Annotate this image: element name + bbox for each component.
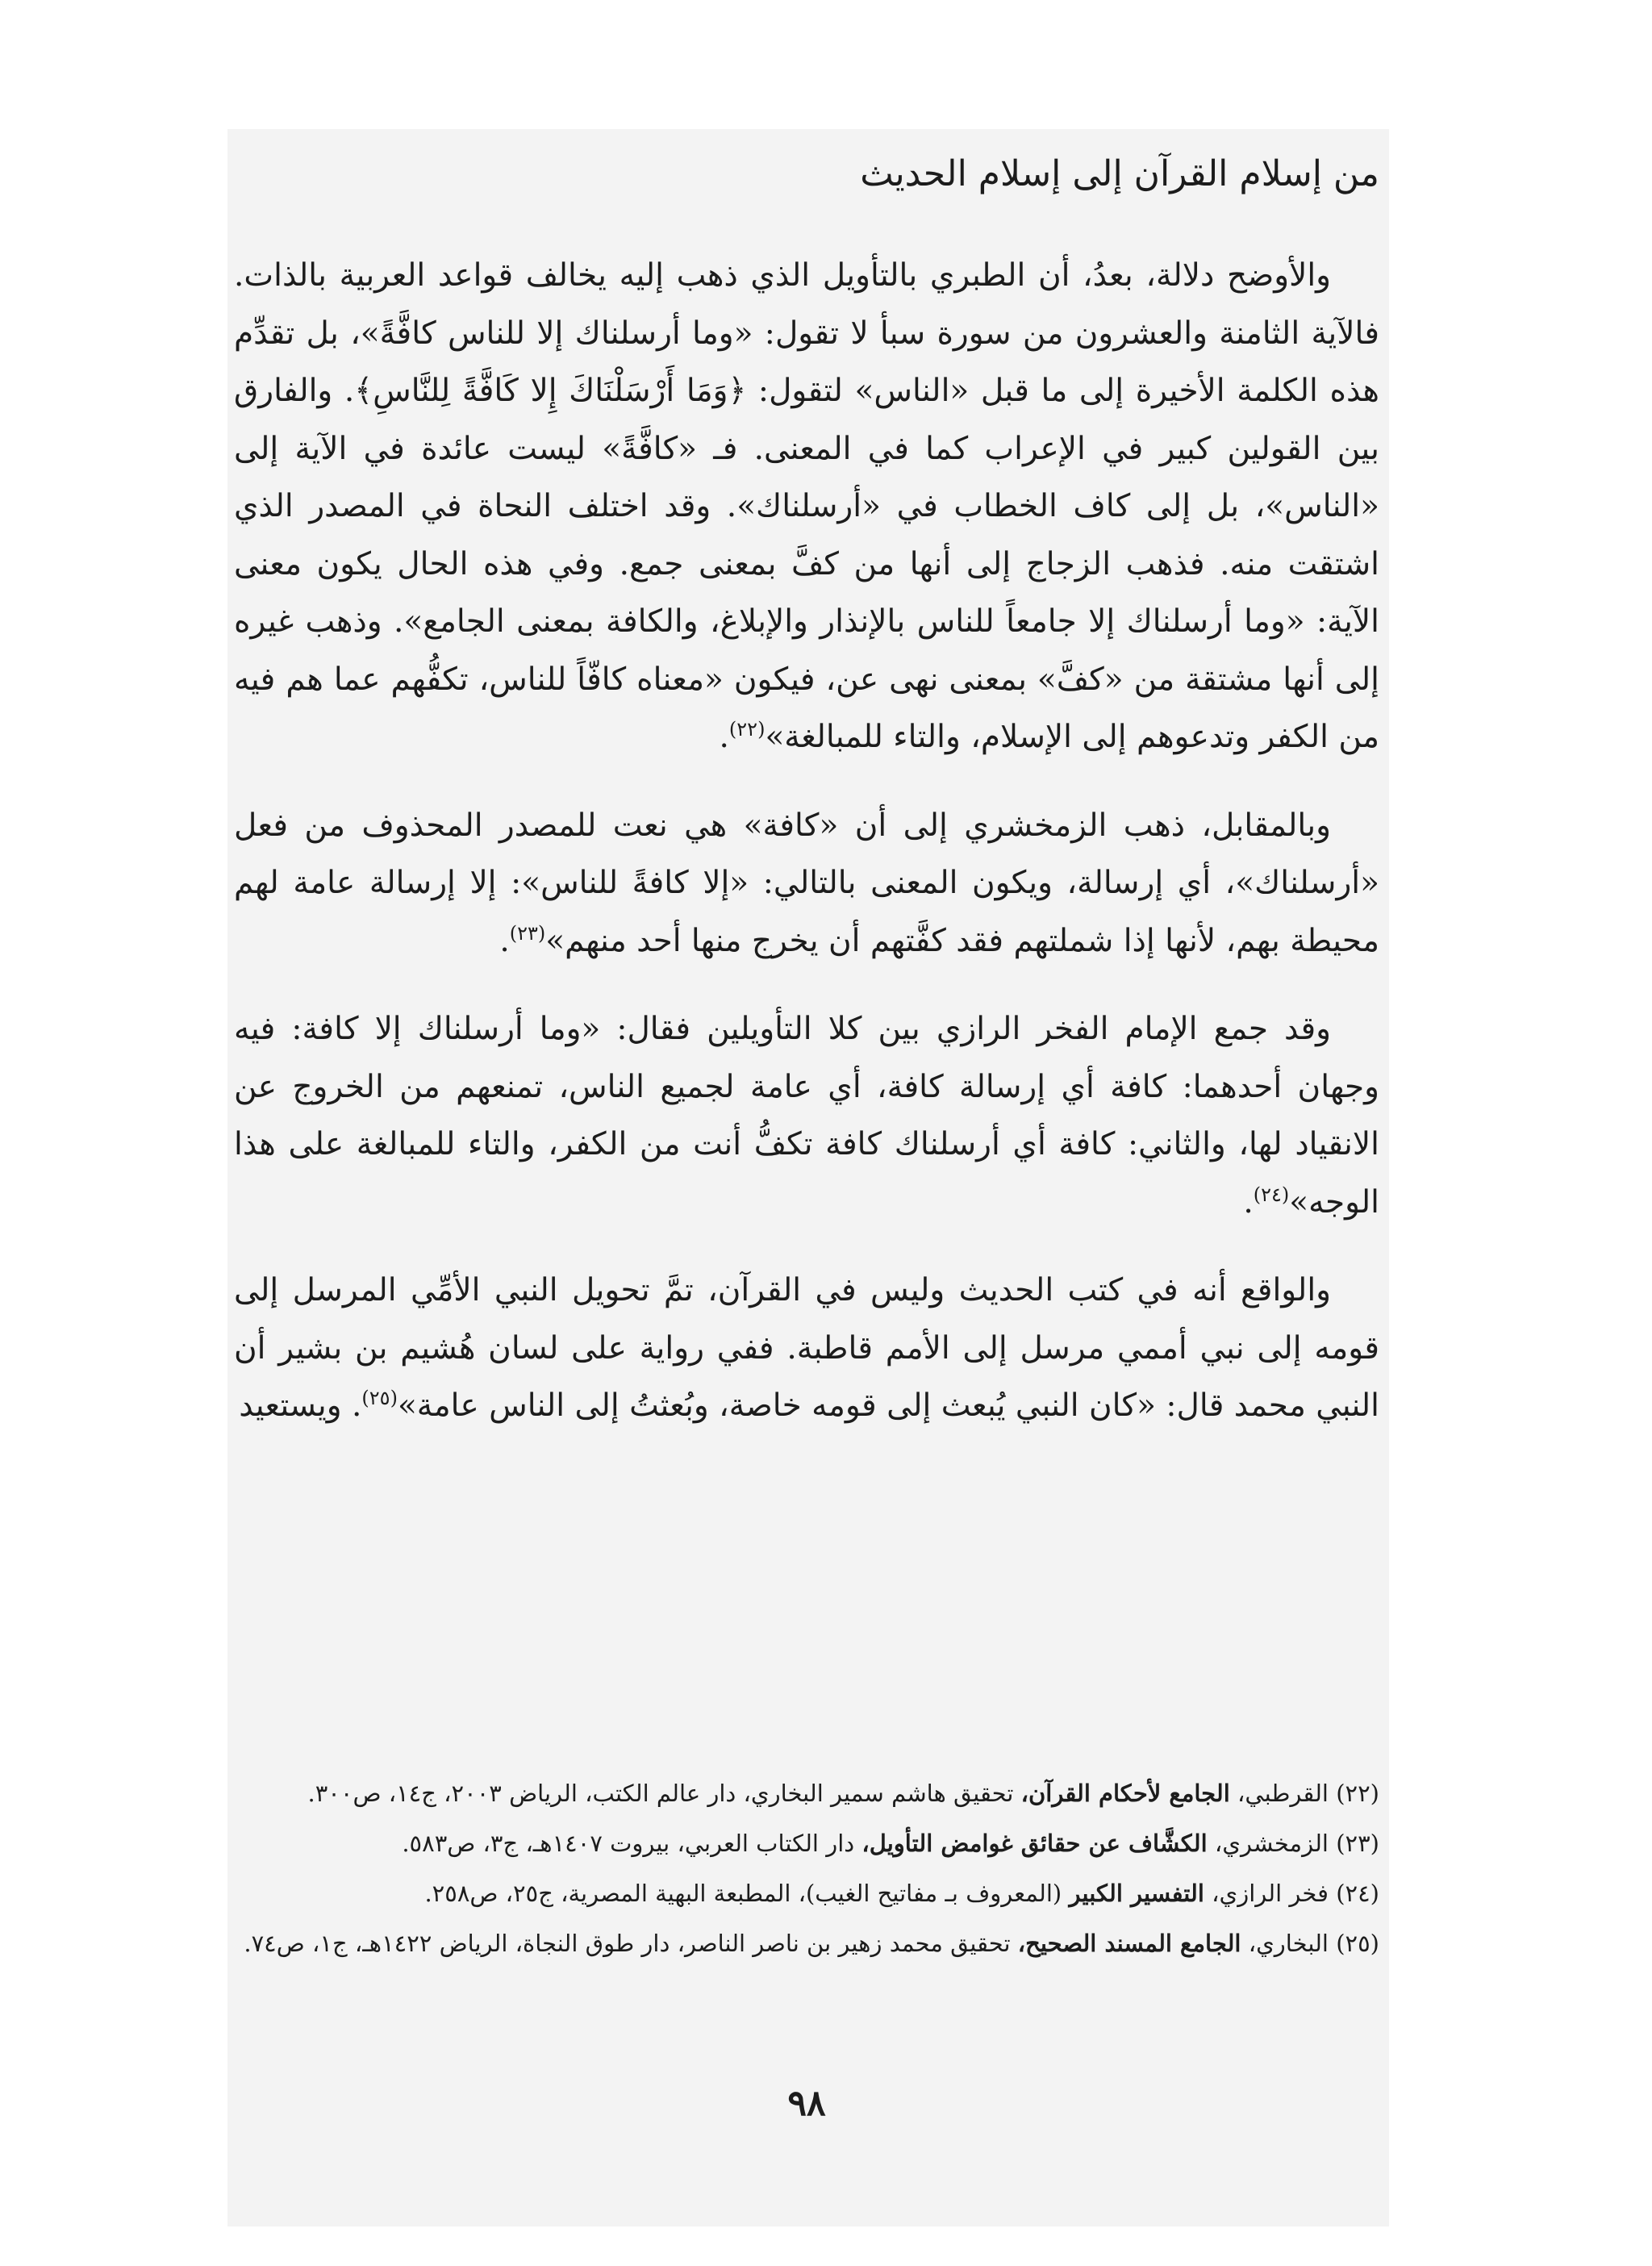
footnote — [234, 1868, 1379, 1918]
footnote-title: الكشَّاف عن حقائق غوامض التأويل، — [861, 1830, 1208, 1857]
footnote-ref: (٢٣) — [509, 921, 546, 945]
footnote — [234, 1818, 1379, 1868]
footnote-number: (٢٤) — [1336, 1880, 1379, 1907]
paragraph — [234, 247, 1379, 766]
footnote-ref: (٢٤) — [1253, 1183, 1290, 1206]
footnote — [234, 1768, 1379, 1818]
running-header: من إسلام القرآن إلى إسلام الحديث — [860, 153, 1379, 194]
footnote-author: القرطبي، — [1237, 1780, 1329, 1807]
paragraph-end: . — [1243, 1183, 1254, 1221]
paragraph — [234, 1000, 1379, 1231]
footnote-number: (٢٢) — [1336, 1780, 1379, 1807]
footnote-ref: (٢٢) — [728, 718, 766, 741]
page-number: ٩٨ — [787, 2083, 826, 2124]
footnote-details: دار الكتاب العربي، بيروت ١٤٠٧هـ، ج٣، ص٥٨٣. — [402, 1830, 855, 1857]
footnote-title: الجامع المسند الصحيح، — [1017, 1930, 1241, 1957]
paragraph-text: والواقع أنه في كتب الحديث وليس في القرآن، تمَّ تحويل النبي الأمِّي المرسل إلى قومه إلى نبي أممي مرسل إلى الأمم قاطبة. ففي رواية على لسان هُشيم بن بشير أن النبي محمد قال: «كان النبي يُبعث إلى قومه خاصة، وبُعثتُ إلى الناس عامة» — [234, 1272, 1379, 1424]
paragraph-end: . — [719, 719, 729, 755]
footnote-author: فخر الرازي، — [1212, 1880, 1329, 1907]
paragraph-text: والأوضح دلالة، بعدُ، أن الطبري بالتأويل الذي ذهب إليه يخالف قواعد العربية بالذات. فالآية الثامنة والعشرون من سورة سبأ لا تقول: «وما أرسلناك إلا للناس كافَّةً»، بل تقدِّم هذه الكلمة الأخيرة إلى ما قبل «الناس» لتقول: ﴿وَمَا أَرْسَلْنَاكَ إِلا كَافَّةً لِلنَّاسِ﴾. والفارق بين القولين كبير في الإعراب كما في المعنى. فـ «كافَّةً» ليست عائدة في الآية إلى «الناس»، بل إلى كاف الخطاب في «أرسلناك». وقد اختلف النحاة في المصدر الذي اشتقت منه. فذهب الزجاج إلى أنها من كفَّ بمعنى جمع. وفي هذه الحال يكون معنى الآية: «وما أرسلناك إلا جامعاً للناس بالإنذار والإبلاغ، والكافة بمعنى الجامع». وذهب غيره إلى أنها مشتقة من «كفَّ» بمعنى نهى عن، فيكون «معناه كافّاً للناس، تكفُّهم عما هم فيه من الكفر وتدعوهم إلى الإسلام، والتاء للمبالغة» — [234, 257, 1380, 755]
footnote-number: (٢٥) — [1336, 1930, 1379, 1957]
footnote-details: تحقيق هاشم سمير البخاري، دار عالم الكتب، الرياض ٢٠٠٣، ج١٤، ص٣٠٠. — [307, 1780, 1014, 1807]
footnote-author: البخاري، — [1248, 1930, 1329, 1957]
footnote-title: الجامع لأحكام القرآن، — [1020, 1780, 1230, 1807]
footnote-details: (المعروف بـ مفاتيح الغيب)، المطبعة البهية المصرية، ج٢٥، ص٢٥٨. — [424, 1880, 1062, 1907]
footnotes — [234, 1768, 1379, 1968]
paragraph-end: . ويستعيد — [239, 1388, 362, 1424]
footnote-number: (٢٣) — [1336, 1830, 1379, 1857]
paragraph-text: وبالمقابل، ذهب الزمخشري إلى أن «كافة» هي نعت للمصدر المحذوف من فعل «أرسلناك»، أي إرسالة، ويكون المعنى بالتالي: «إلا كافةً للناس»: إلا إرسالة عامة لهم محيطة بهم، لأنها إذا شملتهم فقد كفَّتهم أن يخرج منها أحد منهم» — [234, 807, 1379, 959]
paragraph — [234, 797, 1379, 970]
footnote-title: التفسير الكبير — [1069, 1880, 1204, 1907]
footnote-author: الزمخشري، — [1214, 1830, 1329, 1857]
paragraph-end: . — [499, 922, 510, 959]
body-text — [234, 247, 1379, 1466]
paragraph — [234, 1262, 1379, 1435]
paragraph-text: وقد جمع الإمام الفخر الرازي بين كلا التأويلين فقال: «وما أرسلناك إلا كافة: فيه وجهان أحدهما: كافة أي إرسالة كافة، أي عامة لجميع الناس، تمنعهم من الخروج عن الانقياد لها، والثاني: كافة أي أرسلناك كافة تكفُّ أنت من الكفر، والتاء للمبالغة على هذا الوجه» — [234, 1011, 1379, 1221]
footnote-ref: (٢٥) — [361, 1387, 398, 1409]
footnote — [234, 1918, 1379, 1968]
footnote-details: تحقيق محمد زهير بن ناصر الناصر، دار طوق النجاة، الرياض ١٤٢٢هـ، ج١، ص٧٤. — [244, 1930, 1011, 1957]
